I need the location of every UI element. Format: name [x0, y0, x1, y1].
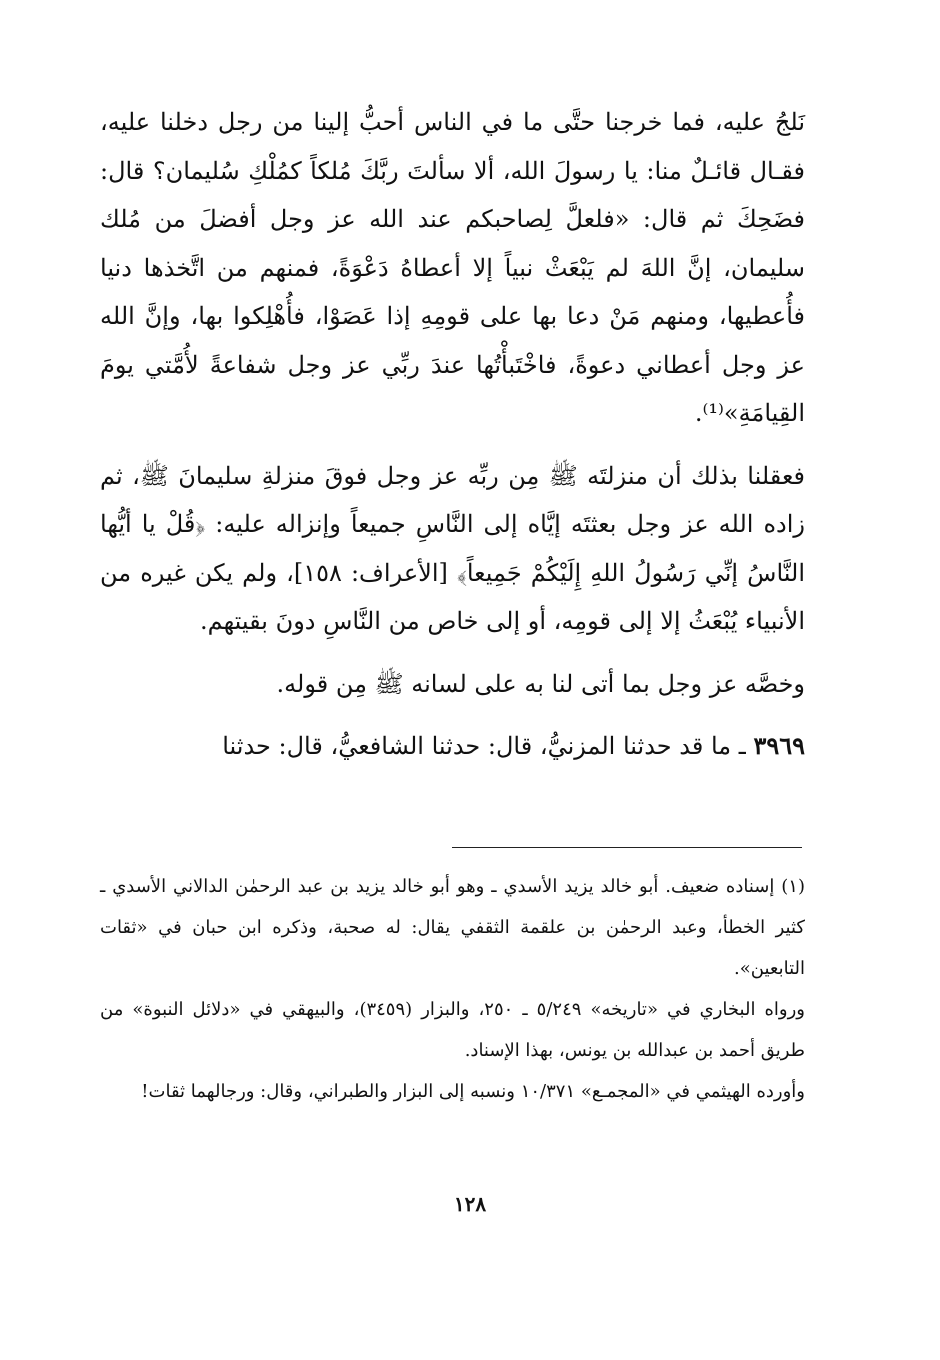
footnote-2: ورواه البخاري في «تاريخه» ٥/٢٤٩ ـ ٢٥٠، والبزار (٣٤٥٩)، والبيهقي في «دلائل النبوة» من طريق أحمد بن عبدالله بن يونس، بهذا الإسناد. [100, 999, 805, 1061]
paragraph-2: فعقلنا بذلك أن منزلتَه ﷺ مِن ربِّه عز وجل فوقَ منزلةِ سليمانَ ﷺ، ثم زاده الله عز وجل بعثتَه إيَّاه إلى النَّاسِ جميعاً وإنزاله عليه: ﴿قُلْ يا أيُّها النَّاسُ إنِّي رَسُولُ اللهِ إِلَيْكُمْ جَمِيعاً﴾ [الأعراف: ١٥٨]، ولم يكن غيره من الأنبياء يُبْعَثُ إلا إلى قومِه، أو إلى خاص من النَّاسِ دونَ بقيتهم. [100, 461, 805, 635]
hadith-paragraph [100, 722, 805, 771]
footnote-separator [452, 847, 802, 848]
hadith-number: ٣٩٦٩ [753, 731, 805, 760]
footnote-3: وأورده الهيثمي في «المجمـع» ١٠/٣٧١ ونسبه إلى البزار والطبراني، وقال: ورجالهما ثقات! [141, 1081, 805, 1102]
footnotes [100, 866, 805, 1112]
main-text [100, 98, 805, 771]
hadith-text: ـ ما قد حدثنا المزنيُّ، قال: حدثنا الشافعيُّ، قال: حدثنا [222, 732, 754, 760]
paragraph-1: نَلجُ عليه، فما خرجنا حتَّى ما في الناس أحبُّ إلينا من رجل دخلنا عليه، فقـال قائـلٌ منا: يا رسولَ الله، ألا سألتَ ربَّكَ مُلكاً كمُلْكِ سُليمان؟ قال: فضَحِكَ ثم قال: «فلعلَّ لِصاحبكم عند الله عز وجل أفضلَ من مُلك سليمان، إنَّ اللهَ لم يَبْعَثْ نبياً إلا أعطاهُ دَعْوَةً، فمنهم من اتَّخذها دنيا فأُعطيها، ومنهم مَنْ دعا بها على قومِهِ إذا عَصَوْا، فأُهْلِكوا بها، وإنَّ الله عز وجل أعطاني دعوةً، فاخْتَبأْتُها عندَ ربِّي عز وجل شفاعةً لأُمَّتي يومَ القِيامَةِ»⁽¹⁾. [100, 108, 805, 427]
paragraph-3: وخصَّه عز وجل بما أتى لنا به على لسانه ﷺ مِن قوله. [276, 669, 805, 698]
footnote-1: (١) إسناده ضعيف. أبو خالد يزيد الأسدي ـ وهو أبو خالد يزيد بن عبد الرحمٰن الدالاني الأسدي ـ كثير الخطأ، وعبد الرحمٰن بن علقمة الثقفي يقال: له صحبة، وذكره ابن حبان في «ثقات التابعين». [100, 876, 805, 979]
page-number: ١٢٨ [453, 1192, 487, 1216]
